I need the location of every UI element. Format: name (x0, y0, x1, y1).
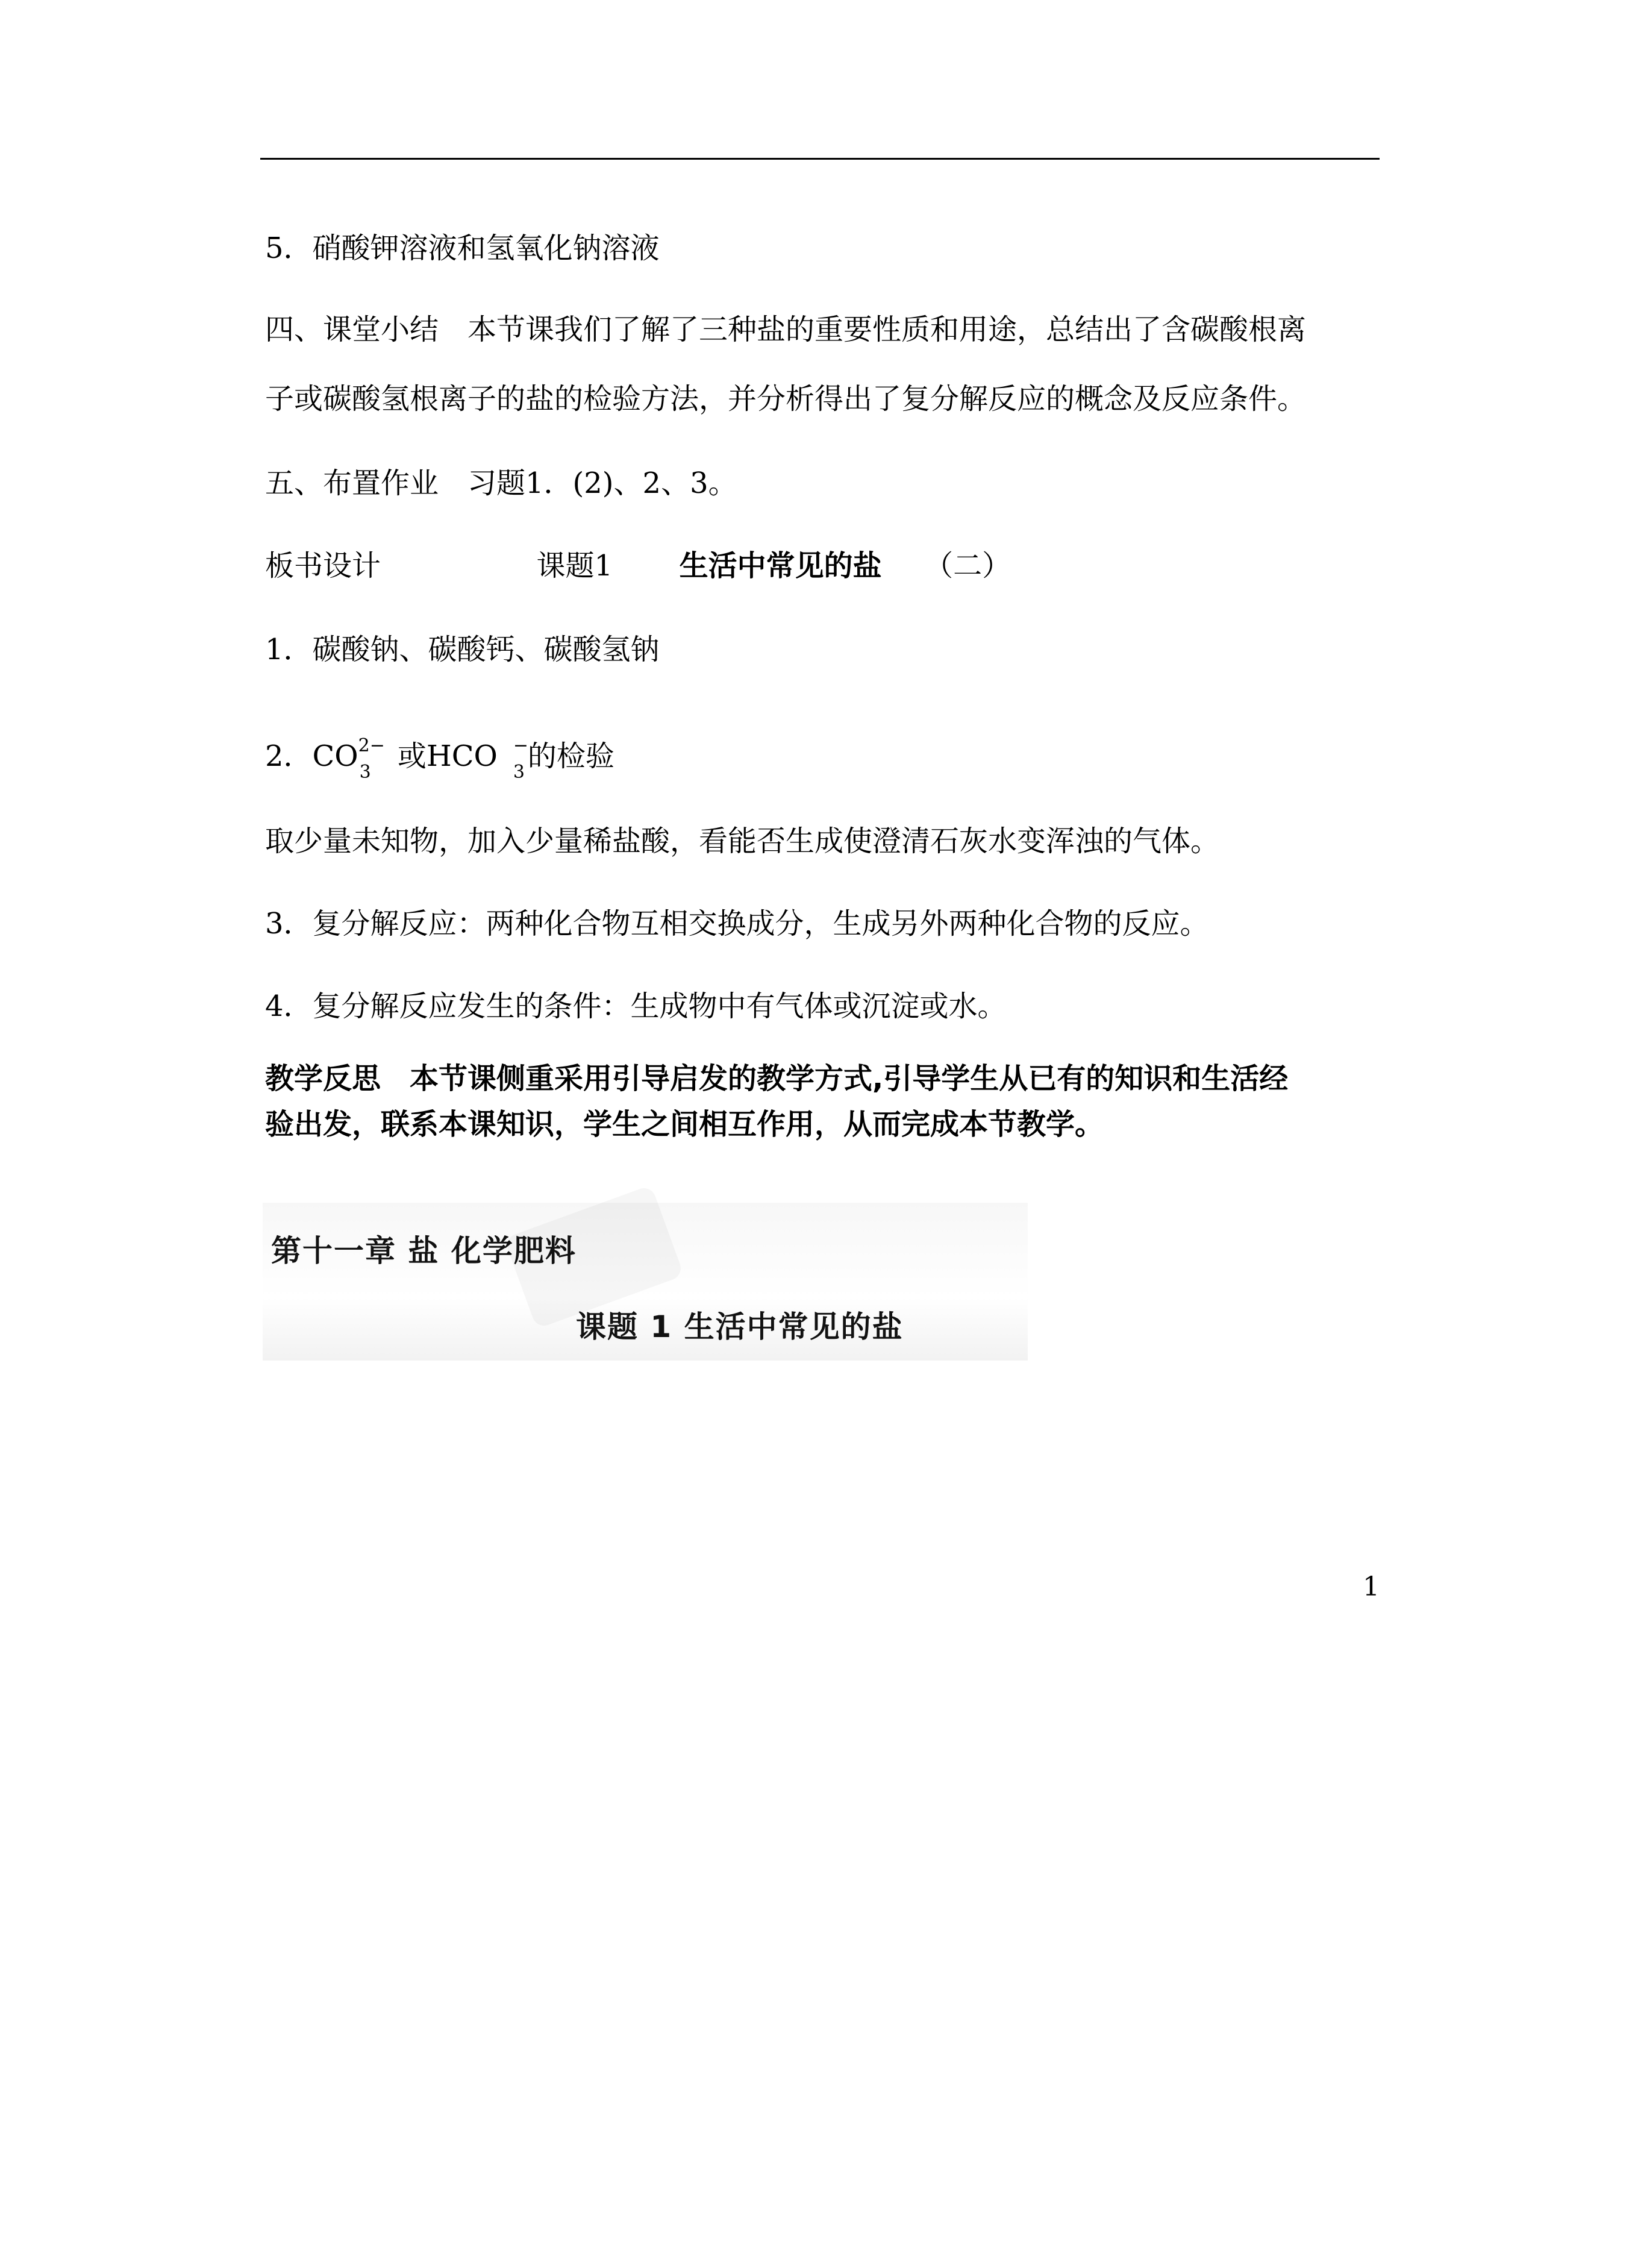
ion-co3-base: 2．CO (265, 739, 358, 773)
lesson-title: 课题 1 生活中常见的盐 (576, 1309, 904, 1344)
text-line-8: 取少量未知物，加入少量稀盐酸，看能否生成使澄清石灰水变浑浊的气体。 (265, 824, 1220, 858)
text-line-1: 5．硝酸钾溶液和氢氧化钠溶液 (265, 231, 660, 265)
board-design-line (265, 548, 1011, 584)
header-rule (260, 158, 1380, 160)
page-number: 1 (1363, 1571, 1380, 1602)
ion-test-line (265, 735, 614, 783)
summary-line-2: 子或碳酸氢根离子的盐的检验方法，并分析得出了复分解反应的概念及反应条件。 (265, 382, 1307, 416)
text-line-10: 4．复分解反应发生的条件：生成物中有气体或沉淀或水。 (265, 989, 1007, 1023)
summary-line-1: 四、课堂小结 本节课我们了解了三种盐的重要性质和用途，总结出了含碳酸根离 (265, 313, 1307, 346)
ion-hco3-charge: − (513, 735, 528, 756)
chapter-banner-image (263, 1203, 1028, 1361)
board-part: （二） (924, 549, 1011, 583)
board-title: 生活中常见的盐 (679, 549, 882, 583)
reflection-line-2: 验出发，联系本课知识，学生之间相互作用，从而完成本节教学。 (265, 1107, 1104, 1141)
ion-co3-charge: 2− (358, 735, 385, 756)
ion-co3-subscript: 3 (359, 762, 371, 783)
board-lesson: 课题1 (536, 549, 613, 583)
ion-hco3-base: 或HCO (397, 739, 498, 773)
chapter-title: 第十一章 盐 化学肥料 (271, 1233, 577, 1268)
ion-test-suffix: 的检验 (527, 739, 614, 773)
reflection-line-1: 教学反思 本节课侧重采用引导启发的教学方式,引导学生从已有的知识和生活经 (265, 1062, 1289, 1095)
ion-hco3-subscript: 3 (513, 762, 525, 783)
text-line-6: 1．碳酸钠、碳酸钙、碳酸氢钠 (265, 633, 660, 666)
homework-line: 五、布置作业 习题1．(2)、2、3。 (265, 466, 737, 500)
text-line-9: 3．复分解反应：两种化合物互相交换成分，生成另外两种化合物的反应。 (265, 907, 1209, 941)
board-label: 板书设计 (265, 549, 381, 583)
